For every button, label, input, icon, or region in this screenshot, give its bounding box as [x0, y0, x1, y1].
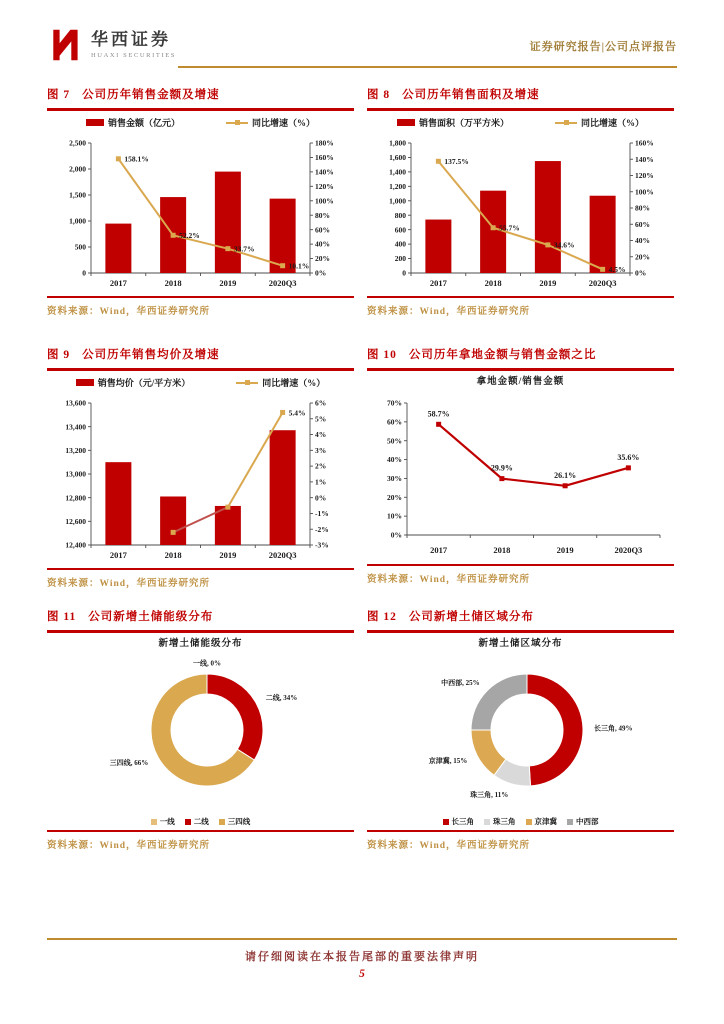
chart-legend: [47, 373, 354, 393]
svg-text:珠三角, 11%: 珠三角, 11%: [470, 790, 509, 799]
svg-text:26.1%: 26.1%: [554, 470, 577, 480]
legend-item: [526, 816, 558, 827]
legend-label: 中西部: [576, 817, 599, 826]
svg-text:140%: 140%: [635, 154, 654, 164]
figure-source: 资料来源：Wind，华西证券研究所: [367, 575, 531, 585]
svg-text:-3%: -3%: [315, 540, 329, 550]
figure-chart: [47, 111, 354, 296]
svg-text:13,600: 13,600: [65, 398, 86, 408]
brand-name: 华西证券: [91, 30, 171, 50]
svg-text:1,600: 1,600: [389, 152, 406, 162]
page-number: 5: [359, 968, 365, 980]
line-swatch-icon: [555, 122, 577, 124]
square-swatch-icon: [151, 819, 157, 825]
chart-svg: [367, 133, 674, 291]
svg-text:34.6%: 34.6%: [553, 240, 575, 250]
svg-text:13,400: 13,400: [65, 421, 86, 431]
svg-text:4.5%: 4.5%: [608, 264, 626, 274]
chart-legend: [47, 113, 354, 133]
square-swatch-icon: [185, 819, 191, 825]
legend-label: 同比增速（%）: [262, 378, 326, 388]
svg-text:35.6%: 35.6%: [617, 452, 640, 462]
chart-legend: [47, 814, 354, 830]
svg-text:140%: 140%: [315, 166, 334, 176]
svg-text:5%: 5%: [315, 413, 327, 423]
figure-title: 图 7 公司历年销售金额及增速: [47, 89, 220, 101]
chart-svg: [367, 389, 674, 559]
svg-text:40%: 40%: [387, 454, 402, 464]
svg-text:0: 0: [82, 268, 86, 278]
svg-text:2%: 2%: [315, 461, 327, 471]
figure-bottom-rule: [367, 296, 674, 299]
svg-text:158.1%: 158.1%: [124, 154, 149, 164]
bar-swatch-icon: [397, 119, 415, 126]
svg-text:2,000: 2,000: [69, 164, 86, 174]
svg-text:160%: 160%: [315, 152, 334, 162]
line-swatch-icon: [236, 382, 258, 384]
svg-text:-1%: -1%: [315, 508, 329, 518]
legend-label: 同比增速（%）: [581, 118, 645, 128]
square-swatch-icon: [219, 819, 225, 825]
svg-text:60%: 60%: [635, 219, 650, 229]
figure-12: [367, 608, 674, 851]
svg-text:4%: 4%: [315, 429, 327, 439]
svg-text:20%: 20%: [387, 492, 402, 502]
bar-swatch-icon: [86, 119, 104, 126]
figure-source: 资料来源：Wind，华西证券研究所: [47, 579, 211, 589]
svg-text:55.7%: 55.7%: [499, 223, 520, 233]
svg-text:1,800: 1,800: [389, 138, 406, 148]
svg-text:30%: 30%: [387, 473, 402, 483]
svg-text:20%: 20%: [315, 253, 330, 263]
svg-text:10.1%: 10.1%: [288, 261, 310, 271]
chart-svg: [47, 133, 354, 291]
figure-9: [47, 346, 354, 589]
svg-text:2020Q3: 2020Q3: [614, 544, 643, 555]
footer-divider: [47, 938, 677, 940]
legend-label: 销售面积（万平方米）: [418, 118, 509, 128]
svg-text:50%: 50%: [387, 435, 402, 445]
svg-text:2020Q3: 2020Q3: [588, 277, 617, 288]
legend-label: 二线: [193, 817, 209, 826]
bar-swatch-icon: [76, 379, 94, 386]
figure-chart: [367, 371, 674, 564]
figure-chart: [47, 371, 354, 568]
legend-label: 京津冀: [534, 817, 557, 826]
svg-text:1,400: 1,400: [389, 166, 406, 176]
legend-item: [443, 816, 475, 827]
svg-text:5.4%: 5.4%: [288, 407, 306, 417]
chart-inner-title: 新增土储区域分布: [478, 638, 563, 649]
svg-text:0%: 0%: [390, 530, 402, 540]
svg-text:80%: 80%: [635, 203, 650, 213]
svg-text:0%: 0%: [635, 268, 647, 278]
svg-text:0%: 0%: [315, 268, 327, 278]
svg-text:80%: 80%: [315, 210, 330, 220]
svg-text:2,500: 2,500: [69, 138, 86, 148]
svg-text:1,000: 1,000: [69, 216, 86, 226]
svg-text:137.5%: 137.5%: [444, 156, 469, 166]
report-type-label: 证券研究报告|公司点评报告: [529, 41, 677, 53]
huaxi-logo-icon: [47, 26, 83, 64]
square-swatch-icon: [567, 819, 573, 825]
svg-text:2020Q3: 2020Q3: [268, 277, 297, 288]
svg-text:3%: 3%: [315, 445, 327, 455]
figure-source: 资料来源：Wind，华西证券研究所: [367, 307, 531, 317]
figure-source: 资料来源：Wind，华西证券研究所: [47, 841, 211, 851]
chart-legend: [367, 113, 674, 133]
figure-source: 资料来源：Wind，华西证券研究所: [367, 841, 531, 851]
svg-text:12,600: 12,600: [65, 516, 86, 526]
svg-text:2018: 2018: [164, 549, 182, 560]
svg-text:三四线, 66%: 三四线, 66%: [109, 758, 149, 767]
square-swatch-icon: [484, 819, 490, 825]
svg-text:180%: 180%: [315, 138, 334, 148]
legend-item: [76, 376, 191, 389]
svg-text:12,800: 12,800: [65, 492, 86, 502]
brand-logo: [47, 26, 176, 64]
svg-text:0: 0: [402, 268, 406, 278]
svg-text:1,000: 1,000: [389, 195, 406, 205]
legend-label: 珠三角: [493, 817, 516, 826]
svg-text:13,000: 13,000: [65, 469, 86, 479]
svg-text:60%: 60%: [387, 416, 402, 426]
svg-text:100%: 100%: [315, 195, 334, 205]
svg-text:13,200: 13,200: [65, 445, 86, 455]
legend-item: [151, 816, 175, 827]
svg-text:1,200: 1,200: [389, 181, 406, 191]
legal-notice: 请仔细阅读在本报告尾部的重要法律声明: [245, 951, 479, 963]
figure-title: 图 10 公司历年拿地金额与销售金额之比: [367, 349, 597, 361]
svg-text:12,400: 12,400: [65, 540, 86, 550]
svg-text:20%: 20%: [635, 251, 650, 261]
chart-svg: [367, 651, 674, 809]
figure-bottom-rule: [367, 564, 674, 567]
svg-text:0%: 0%: [315, 492, 327, 502]
svg-text:600: 600: [394, 224, 406, 234]
figure-source: 资料来源：Wind，华西证券研究所: [47, 307, 211, 317]
svg-text:-2%: -2%: [315, 524, 329, 534]
svg-text:200: 200: [394, 253, 406, 263]
svg-text:60%: 60%: [315, 224, 330, 234]
line-swatch-icon: [226, 122, 248, 124]
svg-text:1%: 1%: [315, 476, 327, 486]
figure-bottom-rule: [47, 568, 354, 571]
chart-legend: [367, 814, 674, 830]
legend-item: [555, 116, 644, 129]
svg-text:中西部, 25%: 中西部, 25%: [441, 678, 480, 687]
svg-text:29.9%: 29.9%: [490, 463, 513, 473]
svg-text:1,500: 1,500: [69, 190, 86, 200]
legend-label: 销售均价（元/平方米）: [97, 378, 191, 388]
figure-bottom-rule: [47, 830, 354, 833]
svg-text:6%: 6%: [315, 398, 327, 408]
legend-label: 销售金额（亿元）: [107, 118, 180, 128]
brand-subtitle: HUAXI SECURITIES: [91, 51, 177, 59]
svg-text:2018: 2018: [164, 277, 182, 288]
figure-10: [367, 346, 674, 585]
svg-text:33.7%: 33.7%: [233, 243, 255, 253]
svg-text:800: 800: [394, 210, 406, 220]
svg-text:2019: 2019: [219, 549, 237, 560]
svg-text:2017: 2017: [429, 277, 447, 288]
svg-text:2019: 2019: [539, 277, 557, 288]
svg-text:2020Q3: 2020Q3: [268, 549, 297, 560]
svg-text:2017: 2017: [109, 549, 127, 560]
svg-text:2019: 2019: [556, 544, 574, 555]
svg-text:52.2%: 52.2%: [179, 230, 200, 240]
svg-text:2018: 2018: [493, 544, 511, 555]
legend-item: [567, 816, 599, 827]
figure-title: 图 9 公司历年销售均价及增速: [47, 349, 220, 361]
legend-label: 三四线: [227, 817, 251, 826]
legend-item: [219, 816, 251, 827]
svg-text:500: 500: [74, 242, 86, 252]
svg-text:一线, 0%: 一线, 0%: [193, 659, 221, 667]
legend-item: [397, 116, 509, 129]
legend-item: [185, 816, 209, 827]
svg-text:二线, 34%: 二线, 34%: [265, 693, 298, 702]
svg-text:京津冀, 15%: 京津冀, 15%: [428, 756, 468, 765]
svg-text:70%: 70%: [387, 398, 402, 408]
svg-text:400: 400: [394, 239, 406, 249]
figure-bottom-rule: [367, 830, 674, 833]
svg-text:10%: 10%: [387, 511, 402, 521]
chart-svg: [47, 651, 354, 809]
figure-11: [47, 608, 354, 851]
legend-item: [226, 116, 315, 129]
figure-chart: [367, 111, 674, 296]
square-swatch-icon: [443, 819, 449, 825]
legend-label: 一线: [159, 817, 175, 826]
figure-title: 图 8 公司历年销售面积及增速: [367, 89, 540, 101]
figure-title: 图 11 公司新增土储能级分布: [47, 611, 214, 623]
legend-item: [86, 116, 180, 129]
figure-chart: [367, 633, 674, 830]
header-divider: [178, 66, 677, 68]
svg-text:2017: 2017: [109, 277, 127, 288]
svg-text:长三角, 49%: 长三角, 49%: [593, 723, 633, 732]
legend-label: 长三角: [451, 817, 474, 826]
chart-inner-title: 拿地金额/销售金额: [476, 376, 565, 387]
svg-text:2019: 2019: [219, 277, 237, 288]
figure-7: [47, 86, 354, 317]
svg-text:160%: 160%: [635, 138, 654, 148]
figure-title: 图 12 公司新增土储区域分布: [367, 611, 534, 623]
square-swatch-icon: [526, 819, 532, 825]
chart-svg: [47, 393, 354, 563]
svg-text:58.7%: 58.7%: [427, 408, 450, 418]
chart-inner-title: 新增土储能级分布: [158, 638, 243, 649]
svg-text:120%: 120%: [635, 170, 654, 180]
figure-bottom-rule: [47, 296, 354, 299]
svg-text:2018: 2018: [484, 277, 502, 288]
figure-chart: [47, 633, 354, 830]
figure-8: [367, 86, 674, 317]
svg-text:100%: 100%: [635, 186, 654, 196]
legend-label: 同比增速（%）: [252, 118, 316, 128]
legend-item: [484, 816, 516, 827]
svg-text:40%: 40%: [315, 239, 330, 249]
svg-text:120%: 120%: [315, 181, 334, 191]
legend-item: [236, 376, 325, 389]
svg-text:2017: 2017: [430, 544, 448, 555]
svg-text:40%: 40%: [635, 235, 650, 245]
